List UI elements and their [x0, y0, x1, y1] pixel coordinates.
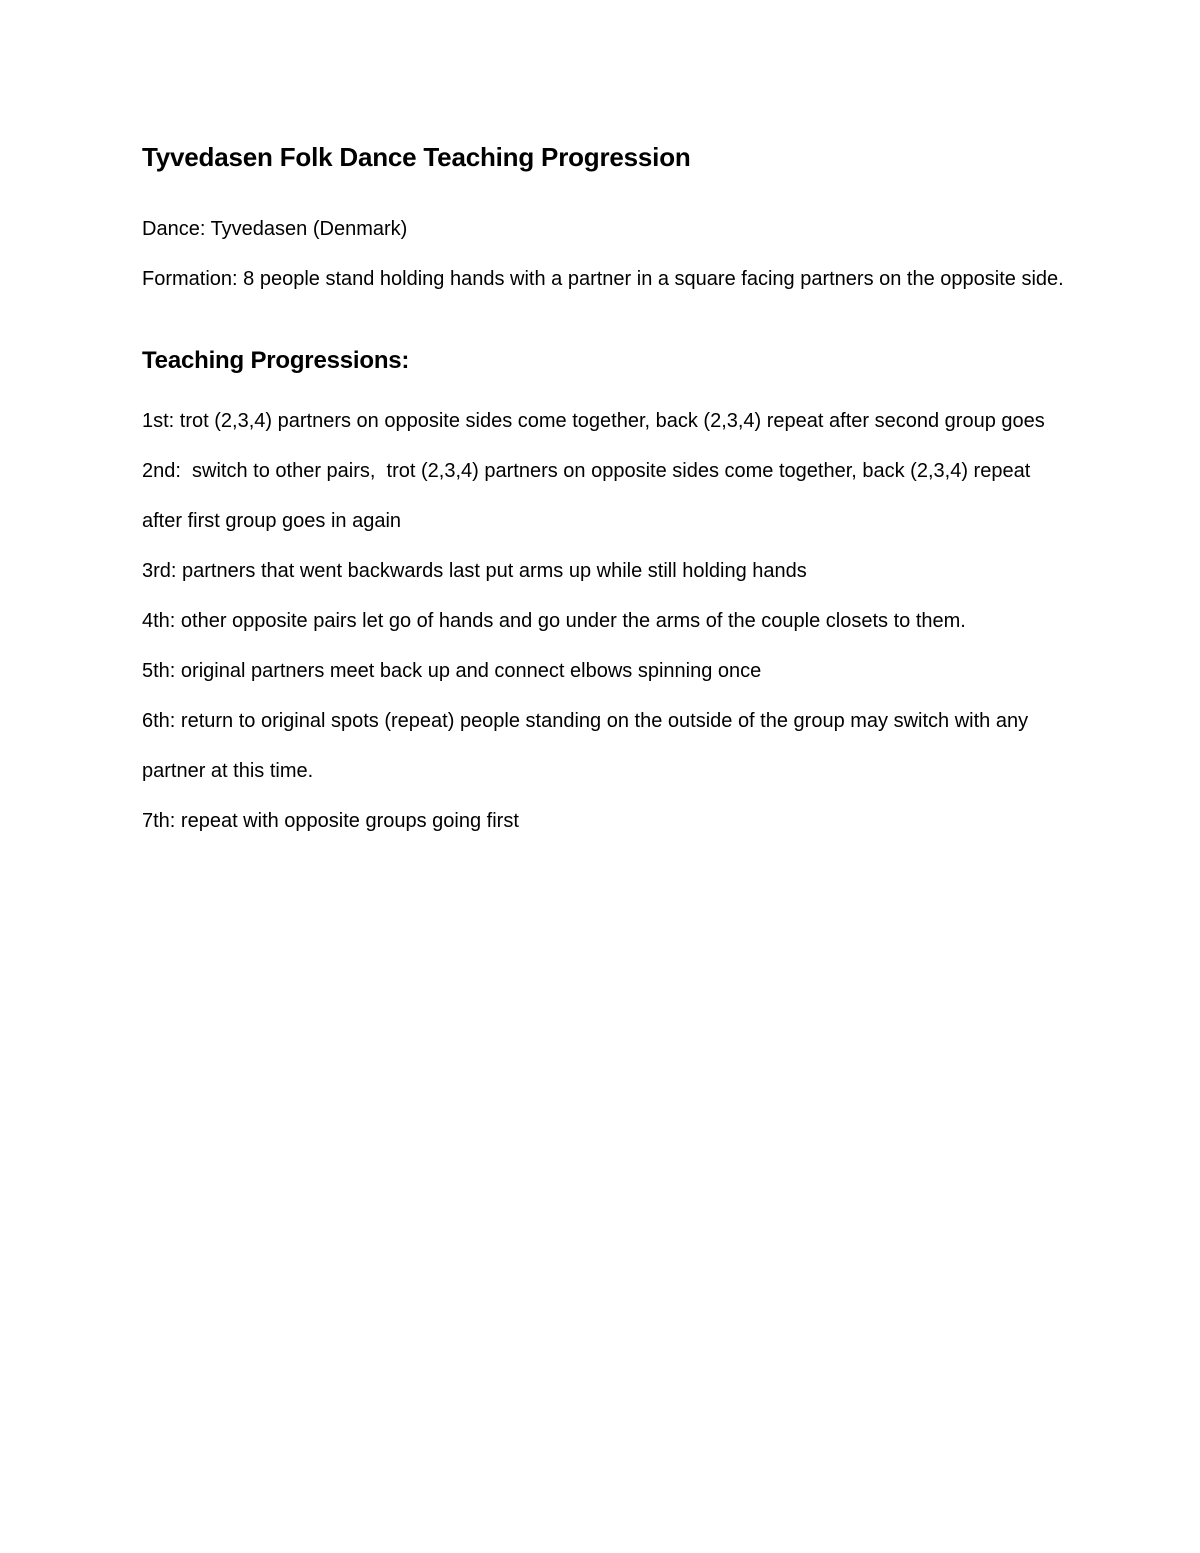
document-title: Tyvedasen Folk Dance Teaching Progression — [142, 142, 691, 172]
dance-line: Dance: Tyvedasen (Denmark) — [142, 218, 408, 240]
section-heading: Teaching Progressions: — [142, 347, 410, 374]
progression-step-2: 2nd: switch to other pairs, trot (2,3,4) partners on opposite sides come together, back (2,3,4) repeat after first group goes in again — [142, 460, 1036, 532]
progression-step-6: 6th: return to original spots (repeat) people standing on the outside of the group may switch with any partner at this time. — [142, 710, 1034, 782]
document-content — [142, 138, 1072, 846]
progression-step-3: 3rd: partners that went backwards last put arms up while still holding hands — [142, 560, 807, 582]
progression-step-1: 1st: trot (2,3,4) partners on opposite sides come together, back (2,3,4) repeat after second group goes — [142, 410, 1045, 432]
progression-step-7: 7th: repeat with opposite groups going first — [142, 810, 519, 832]
progression-step-4: 4th: other opposite pairs let go of hands and go under the arms of the couple closets to them. — [142, 610, 966, 632]
progression-step-5: 5th: original partners meet back up and connect elbows spinning once — [142, 660, 762, 682]
progression-list — [142, 396, 1072, 846]
dance-info — [142, 204, 1072, 304]
formation-line: Formation: 8 people stand holding hands with a partner in a square facing partners on the opposite side. — [142, 268, 1064, 290]
